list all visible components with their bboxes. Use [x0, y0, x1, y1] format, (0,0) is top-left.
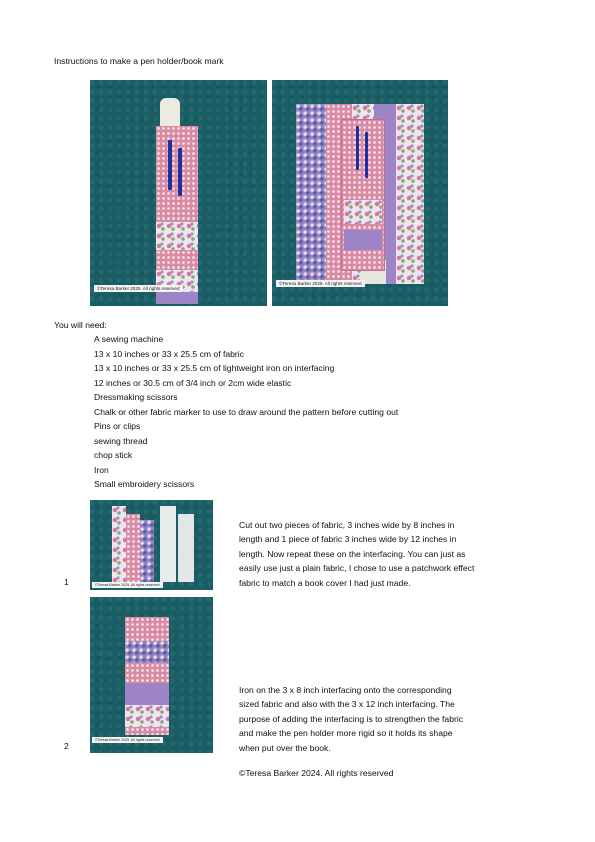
- text-line: length and 1 piece of fabric 3 inches wide by 12 inches in: [239, 534, 457, 545]
- step2-text: [239, 683, 539, 755]
- pen: [365, 132, 368, 178]
- list-item: 13 x 10 inches or 33 x 25.5 cm of lightweight iron on interfacing: [94, 363, 335, 373]
- list-item: Chalk or other fabric marker to use to draw around the pattern before cutting out: [94, 406, 399, 417]
- photo-caption: ©Teresa Barker 2025. All rights reserved: [92, 737, 163, 743]
- fabric-patch: [125, 683, 169, 705]
- fabric-piece: [140, 520, 154, 582]
- photo-caption: ©Teresa Barker 2025. All rights reserved: [92, 582, 163, 588]
- photo-caption: ©Teresa Barker 2025. All rights reserved: [276, 280, 365, 287]
- step-number: 2: [64, 741, 69, 751]
- holder-top-fabric: [156, 126, 198, 222]
- text-line: length. Now repeat these on the interfacing. You can just as: [239, 548, 466, 559]
- list-item: 12 inches or 30.5 cm of 3/4 inch or 2cm wide elastic: [94, 377, 292, 388]
- cover-floral-2: [396, 104, 424, 284]
- step2-photo: [90, 597, 213, 753]
- fabric-patch: [125, 641, 169, 663]
- interfacing-piece: [160, 506, 176, 582]
- holder-dots-patch: [156, 250, 198, 270]
- pen: [168, 140, 172, 190]
- list-item: Pins or clips: [94, 421, 141, 431]
- text-line: sized fabric and also with the 3 x 12 inch interfacing. The: [239, 699, 455, 710]
- list-item: 13 x 10 inches or 33 x 25.5 cm of fabric: [94, 348, 244, 359]
- fabric-patch: [125, 705, 169, 727]
- text-line: purpose of adding the interfacing is to strengthen the fabric: [239, 713, 464, 724]
- attached-holder-purple: [344, 230, 382, 250]
- list-item: sewing thread: [94, 435, 148, 446]
- fabric-piece: [112, 506, 126, 582]
- fabric-patch: [125, 663, 169, 683]
- pen: [178, 148, 182, 196]
- photo-caption: ©Teresa Barker 2025. All rights reserved: [94, 285, 183, 292]
- text-line: and make the pen holder more rigid so it holds its shape: [239, 728, 453, 739]
- interfacing-piece: [178, 514, 194, 582]
- holder-purple-patch: [156, 292, 198, 304]
- list-item: A sewing machine: [94, 334, 164, 344]
- fabric-patch: [125, 617, 169, 641]
- book-cover-photo: [272, 80, 448, 306]
- list-item: Iron: [94, 464, 109, 475]
- list-item: Small embroidery scissors: [94, 479, 195, 489]
- page-title: Instructions to make a pen holder/book mark: [54, 56, 224, 66]
- pen-holder-photo: [90, 80, 267, 306]
- cover-blue-floral: [296, 104, 326, 284]
- needs-heading: You will need:: [54, 320, 107, 330]
- step-number: 1: [64, 577, 69, 587]
- text-line: when put over the book.: [239, 742, 331, 753]
- text-line: Cut out two pieces of fabric, 3 inches wide by 8 inches in: [239, 520, 455, 530]
- fabric-piece: [126, 514, 140, 582]
- fabric-patch: [125, 727, 169, 735]
- pen: [356, 126, 359, 170]
- text-line: easily use just a plain fabric, I chose to use a patchwork effect: [239, 563, 475, 574]
- attached-holder-floral: [344, 200, 382, 224]
- needs-list: [94, 334, 554, 494]
- holder-floral-patch: [156, 222, 198, 250]
- list-item: Dressmaking scissors: [94, 392, 178, 402]
- step1-text: [239, 518, 539, 590]
- step1-photo: [90, 500, 213, 590]
- copyright-footer: ©Teresa Barker 2024. All rights reserved: [239, 768, 394, 778]
- list-item: chop stick: [94, 450, 133, 460]
- text-line: fabric to match a book cover I had just made.: [239, 577, 411, 588]
- text-line: Iron on the 3 x 8 inch interfacing onto the corresponding: [239, 685, 452, 695]
